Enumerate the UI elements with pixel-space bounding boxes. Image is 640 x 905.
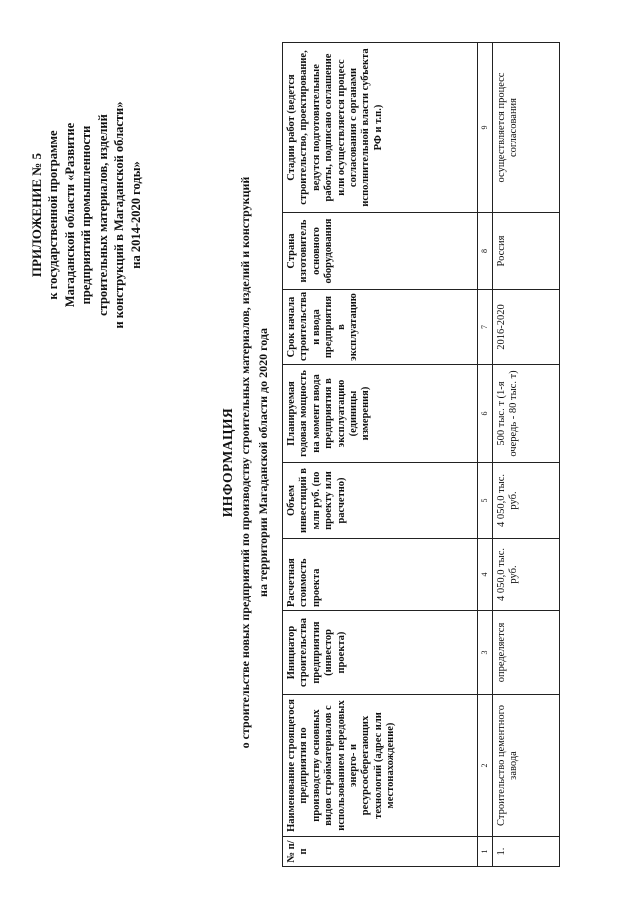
appendix-line: к государственной программе xyxy=(46,130,61,300)
document-title: ИНФОРМАЦИЯ xyxy=(220,407,235,518)
investment-volume: 4 050,0 тыс. руб. xyxy=(493,463,560,539)
column-number: 1 xyxy=(478,837,493,867)
document-subtitle: на территории Магаданской области до 2020 года xyxy=(255,328,270,597)
document-subtitle: о строительстве новых предприятий по производству строительных материалов, изделий и конструкций xyxy=(238,176,252,749)
appendix-title: ПРИЛОЖЕНИЕ № 5 xyxy=(29,152,44,278)
annual-capacity: 500 тыс. т (1-я очередь - 80 тыс. т) xyxy=(493,365,560,463)
construction-term: 2016-2020 xyxy=(493,290,560,365)
appendix-line: Магаданской области «Развитие xyxy=(62,122,77,308)
column-number: 4 xyxy=(478,539,493,611)
appendix-header xyxy=(28,70,144,360)
header-cell: Страна изготовитель основного оборудования xyxy=(283,213,478,290)
document-heading xyxy=(220,40,271,885)
appendix-line: и конструкций в Магаданской области» xyxy=(112,101,127,329)
work-stage: осуществляется процесс согласования xyxy=(493,43,560,213)
rotated-content xyxy=(20,40,620,885)
header-cell: Срок начала строительства и ввода предприятия в эксплуатацию xyxy=(283,290,478,365)
column-number: 8 xyxy=(478,213,493,290)
column-number: 3 xyxy=(478,611,493,695)
header-cell: Расчетная стоимость проекта xyxy=(283,539,478,611)
appendix-line: строительных материалов, изделий xyxy=(95,114,110,316)
column-number-row xyxy=(478,43,493,867)
column-number: 6 xyxy=(478,365,493,463)
info-table xyxy=(282,42,560,867)
table-header-row xyxy=(283,43,478,867)
column-number: 5 xyxy=(478,463,493,539)
header-cell: Наименование строящегося предприятия по производству основных видов стройматериалов с использованием передовых энерго- и ресурсосберегающих технологий (адрес или местонахождение) xyxy=(283,695,478,837)
appendix-line: предприятий промышленности xyxy=(79,125,94,305)
column-number: 9 xyxy=(478,43,493,213)
project-cost: 4 050,0 тыс. руб. xyxy=(493,539,560,611)
column-number: 7 xyxy=(478,290,493,365)
initiator: определяется xyxy=(493,611,560,695)
enterprise-name: Строительство цементного завода xyxy=(493,695,560,837)
header-cell: Объем инвестиций в млн руб. (по проекту или расчетно) xyxy=(283,463,478,539)
header-cell: Инициатор строительства предприятия (инвестор проекта) xyxy=(283,611,478,695)
column-number: 2 xyxy=(478,695,493,837)
appendix-line: на 2014-2020 годы» xyxy=(128,161,143,269)
equipment-country: Россия xyxy=(493,213,560,290)
header-cell: Стадии работ (ведется строительство, проектирование, ведутся подготовительные работы, подписано соглашение или осуществляется процесс согласования с органами исполнительной власти субъекта РФ и т.п.) xyxy=(283,43,478,213)
row-number: 1. xyxy=(493,837,560,867)
header-cell: Планируемая годовая мощность на момент ввода предприятия в эксплуатацию (единицы измерения) xyxy=(283,365,478,463)
table-row xyxy=(493,43,560,867)
header-cell: № п/п xyxy=(283,837,478,867)
